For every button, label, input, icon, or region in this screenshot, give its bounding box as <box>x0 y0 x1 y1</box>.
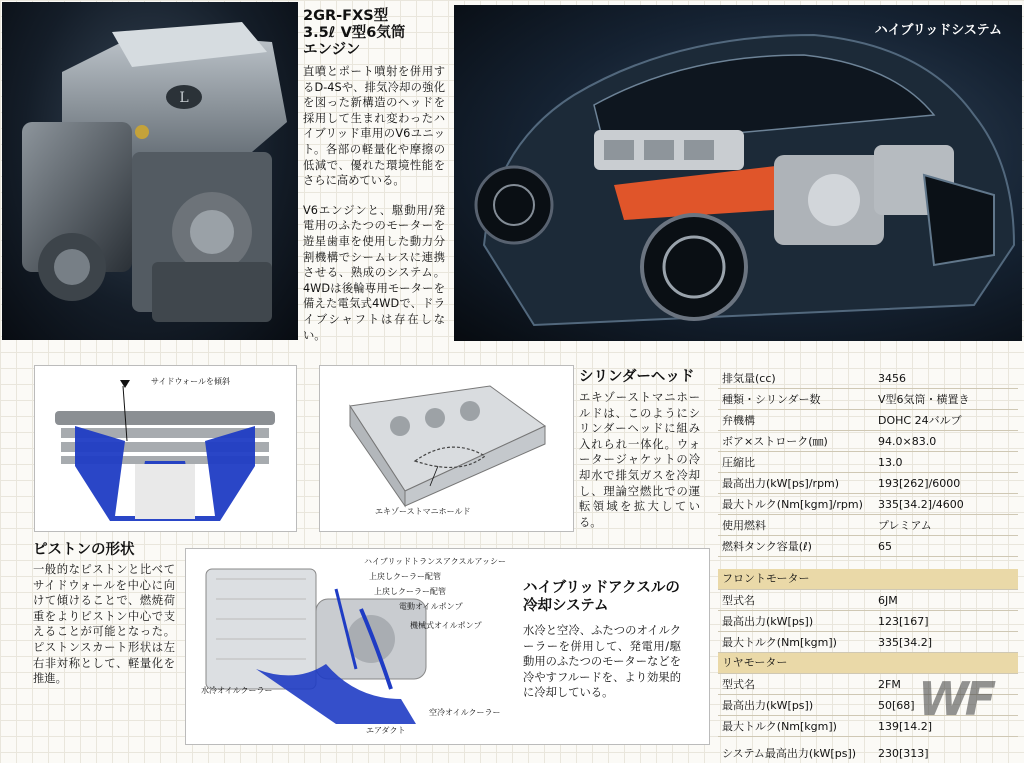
car-illustration <box>454 5 1022 341</box>
spec-row <box>718 590 1018 611</box>
spec-key: 弁機構 <box>718 410 874 431</box>
spec-key: 使用燃料 <box>718 515 874 536</box>
spec-value: V型6気筒・横置き <box>874 389 1018 410</box>
engine-paragraph-2: V6エンジンと、駆動用/発電用のふたつのモーターを遊星歯車を使用した動力分割機構でシームレスに連携させる、熟成のシステム。4WDは後輪専用モーターを備えた電気式4WDで、ドライブシャフトは存在しない。 <box>303 203 445 342</box>
piston-title: ピストンの形状 <box>33 542 135 558</box>
piston-figure <box>34 365 297 532</box>
spec-row <box>718 368 1018 389</box>
spec-key: 最高出力(kW[ps]) <box>718 611 874 632</box>
axle-callout-4: 電動オイルポンプ <box>399 602 463 611</box>
axle-callout-2: 上戻しクーラー配管 <box>369 572 441 581</box>
spec-key: 最大トルク(Nm[kgm]/rpm) <box>718 494 874 515</box>
spec-key: ボア×ストローク(㎜) <box>718 431 874 452</box>
system-output-table <box>718 743 1018 763</box>
spec-row <box>718 473 1018 494</box>
engine-heading <box>303 8 448 59</box>
spec-value: DOHC 24バルブ <box>874 410 1018 431</box>
hybrid-axle-title-line-1: ハイブリッドアクスルの <box>523 580 680 596</box>
engine-heading-line-2: 3.5ℓ V型6気筒 <box>303 25 406 41</box>
engine-heading-line-1: 2GR-FXS型 <box>303 8 389 24</box>
rear-motor-header: リヤモーター <box>718 653 1018 674</box>
spec-key: 種類・シリンダー数 <box>718 389 874 410</box>
engine-photo <box>2 2 298 340</box>
spec-row <box>718 389 1018 410</box>
cylinder-head-section <box>579 368 700 530</box>
spec-key: 型式名 <box>718 674 874 695</box>
spec-row <box>718 431 1018 452</box>
spec-row <box>718 494 1018 515</box>
axle-callout-8: エアダクト <box>366 726 406 735</box>
spec-value: 94.0×83.0 <box>874 431 1018 452</box>
spec-value: 139[14.2] <box>874 716 1018 737</box>
spec-value: 335[34.2] <box>874 632 1018 653</box>
spec-row <box>718 410 1018 431</box>
spec-value: 50[68] <box>874 695 1018 716</box>
front-motor-table <box>718 590 1018 653</box>
axle-callout-3: 上戻しクーラー配管 <box>374 587 446 596</box>
axle-callout-1: ハイブリッドトランスアクスルアッシー <box>364 557 506 566</box>
spec-value: 13.0 <box>874 452 1018 473</box>
spec-key: 最高出力(kW[ps]/rpm) <box>718 473 874 494</box>
spec-value: 230[313] <box>878 746 929 760</box>
spec-key: 燃料タンク容量(ℓ) <box>718 536 874 557</box>
hybrid-axle-figure <box>185 548 710 745</box>
spec-value: プレミアム <box>874 515 1018 536</box>
spec-row <box>718 452 1018 473</box>
front-motor-header: フロントモーター <box>718 569 1018 590</box>
hybrid-axle-section <box>523 579 681 701</box>
piston-diagram <box>35 366 296 531</box>
spec-key: 圧縮比 <box>718 452 874 473</box>
main-spec-table <box>718 368 1018 557</box>
spec-row <box>718 536 1018 557</box>
spec-value: 3456 <box>874 368 1018 389</box>
spec-key: 型式名 <box>718 590 874 611</box>
spec-key: 排気量(cc) <box>718 368 874 389</box>
cylinder-head-figure <box>319 365 574 532</box>
spec-value: 65 <box>874 536 1018 557</box>
spec-key: システム最高出力(kW[ps]) <box>722 747 857 760</box>
spec-row <box>718 632 1018 653</box>
spec-value: 2FM <box>874 674 1018 695</box>
piston-body: 一般的なピストンと比べてサイドウォールを中心に向けて傾けることで、燃焼荷重をよりピストン中心で支えることが可能となった。ピストンスカート形状は左右非対称として、軽量化を推進。 <box>33 563 175 686</box>
axle-callout-5: 機械式オイルポンプ <box>410 621 482 630</box>
piston-callout: サイドウォールを傾斜 <box>151 377 230 386</box>
spec-key: 最高出力(kW[ps]) <box>718 695 874 716</box>
cylinder-head-title: シリンダーヘッド <box>579 369 695 385</box>
axle-callout-7: 空冷オイルクーラー <box>429 708 501 717</box>
hybrid-system-photo <box>454 5 1022 341</box>
spec-value: 123[167] <box>874 611 1018 632</box>
spec-value: 193[262]/6000 <box>874 473 1018 494</box>
hybrid-axle-body: 水冷と空冷、ふたつのオイルクーラーを併用して、発電用/駆動用のふたつのモーターなどを冷やすフルードを、より効果的に冷却している。 <box>523 624 681 700</box>
axle-callout-6: 水冷オイルクーラー <box>201 686 273 695</box>
engine-heading-line-3: エンジン <box>303 42 361 58</box>
cylinder-head-body: エキゾーストマニホールドは、このようにシリンダーヘッドに組み入れられ一体化。ウォータージャケットの冷却水で排気ガスを冷却し、理論空燃比での運転領域を拡大している。 <box>579 391 700 529</box>
spec-key: 最大トルク(Nm[kgm]) <box>718 716 874 737</box>
piston-section <box>33 541 175 687</box>
engine-paragraph-1: 直噴とポート噴射を併用するD-4Sや、排気冷却の強化を図った新構造のヘッドを採用して生まれ変わったハイブリッド車用のV6ユニット。各部の軽量化や摩擦の低減で、優れた環境性能をさらに高めている。 <box>303 65 445 188</box>
hybrid-system-label: ハイブリッドシステム <box>874 23 1002 38</box>
watermark-logo: WF <box>918 672 993 726</box>
spec-key: 最大トルク(Nm[kgm]) <box>718 632 874 653</box>
spec-row <box>718 743 1018 763</box>
spec-row <box>718 515 1018 536</box>
hybrid-axle-title-line-2: 冷却システム <box>523 598 609 614</box>
spec-row <box>718 611 1018 632</box>
engine-text <box>303 64 445 343</box>
engine-illustration <box>2 2 298 340</box>
svg-text:L: L <box>179 90 189 106</box>
spec-value: 6JM <box>874 590 1018 611</box>
spec-value: 335[34.2]/4600 <box>874 494 1018 515</box>
cylinder-head-callout: エキゾーストマニホールド <box>375 507 471 516</box>
